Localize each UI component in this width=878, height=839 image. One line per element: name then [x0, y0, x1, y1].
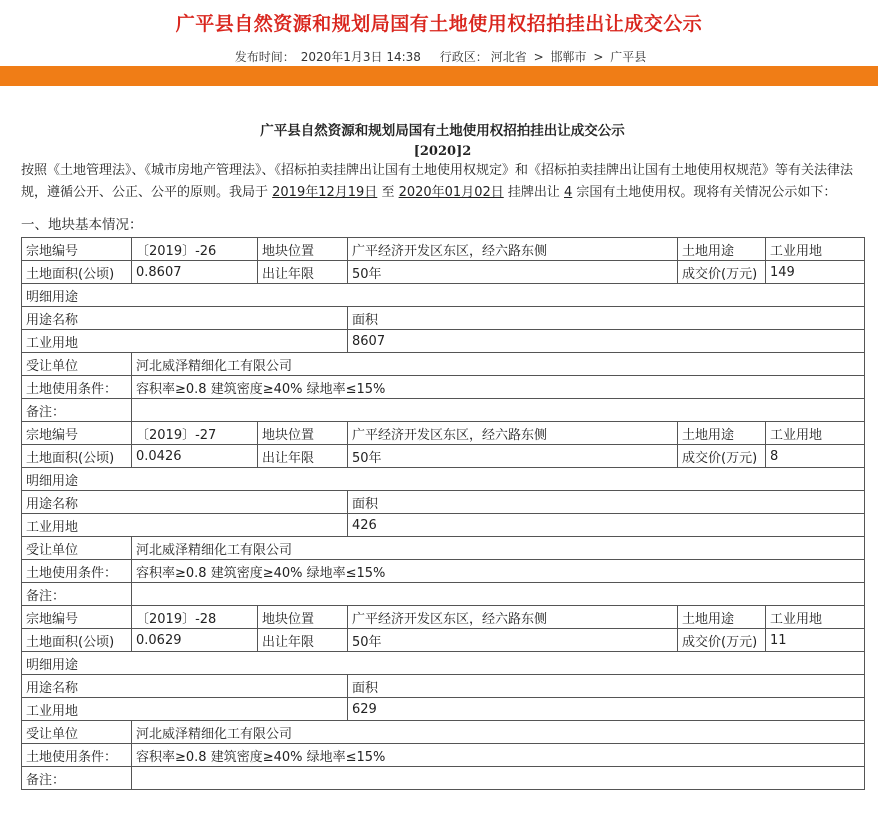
parcel-count: 4 [564, 185, 573, 200]
region-label: 行政区： [439, 50, 488, 64]
table-row [22, 606, 865, 629]
grantee-value: 河北威泽精细化工有限公司 [132, 353, 865, 376]
label-cell: 备注： [22, 399, 132, 422]
label-cell: 备注： [22, 583, 132, 606]
table-row [22, 261, 865, 284]
intro-text: 按照《土地管理法》、《城市房地产管理法》、《招标拍卖挂牌出让国有土地使用权规定》和《招标拍卖挂牌出让国有土地使用权规范》等有关法律法规，遵循公开、公正、公平的原则。我局于 [21, 163, 854, 200]
label-cell: 用途名称 [22, 491, 348, 514]
start-date: 2019年12月19日 [272, 185, 378, 200]
location-value: 广平经济开发区东区，经六路东侧 [348, 606, 678, 629]
label-cell: 面积 [348, 675, 865, 698]
label-cell: 地块位置 [258, 606, 348, 629]
breadcrumb-separator: > [533, 50, 544, 64]
parcel-id-value: 〔2019〕-27 [132, 422, 258, 445]
publish-label: 发布时间： [234, 50, 295, 64]
table-row [22, 721, 865, 744]
label-cell: 受让单位 [22, 537, 132, 560]
table-row [22, 330, 865, 353]
table-row [22, 284, 865, 307]
label-cell: 土地面积(公顷) [22, 261, 132, 284]
table-row [22, 744, 865, 767]
table-row [22, 491, 865, 514]
breadcrumb-county[interactable]: 广平县 [610, 50, 647, 64]
label-cell: 出让年限 [258, 629, 348, 652]
intro-text: 至 [377, 185, 399, 200]
table-row [22, 514, 865, 537]
label-cell: 土地面积(公顷) [22, 445, 132, 468]
label-cell: 出让年限 [258, 261, 348, 284]
label-cell: 宗地编号 [22, 606, 132, 629]
term-value: 50年 [348, 261, 678, 284]
remarks-value [132, 399, 865, 422]
table-row [22, 307, 865, 330]
table-row [22, 353, 865, 376]
land-use-value: 工业用地 [766, 422, 865, 445]
breadcrumb-city[interactable]: 邯郸市 [550, 50, 587, 64]
detail-use-label: 明细用途 [22, 284, 865, 307]
label-cell: 土地使用条件： [22, 560, 132, 583]
land-use-value: 工业用地 [766, 238, 865, 261]
land-use-value: 工业用地 [766, 606, 865, 629]
label-cell: 备注： [22, 767, 132, 790]
label-cell: 宗地编号 [22, 238, 132, 261]
area-value: 0.8607 [132, 261, 258, 284]
detail-area-value: 426 [348, 514, 865, 537]
page-title: 广平县自然资源和规划局国有土地使用权招拍挂出让成交公示 [175, 13, 703, 35]
publish-time: 2020年1月3日 14:38 [300, 50, 421, 64]
plots-container [21, 237, 864, 790]
detail-area-value: 8607 [348, 330, 865, 353]
label-cell: 成交价(万元) [678, 629, 766, 652]
label-cell: 出让年限 [258, 445, 348, 468]
term-value: 50年 [348, 445, 678, 468]
detail-use-label: 明细用途 [22, 652, 865, 675]
label-cell: 地块位置 [258, 238, 348, 261]
parcel-id-value: 〔2019〕-26 [132, 238, 258, 261]
remarks-value [132, 767, 865, 790]
intro-paragraph [21, 160, 864, 204]
conditions-value: 容积率≥0.8 建筑密度≥40% 绿地率≤15% [132, 560, 865, 583]
remarks-value [132, 583, 865, 606]
label-cell: 用途名称 [22, 675, 348, 698]
detail-name-value: 工业用地 [22, 514, 348, 537]
price-value: 8 [766, 445, 865, 468]
detail-area-value: 629 [348, 698, 865, 721]
label-cell: 面积 [348, 307, 865, 330]
label-cell: 土地用途 [678, 238, 766, 261]
conditions-value: 容积率≥0.8 建筑密度≥40% 绿地率≤15% [132, 376, 865, 399]
intro-text: 挂牌出让 [503, 185, 565, 200]
table-row [22, 629, 865, 652]
breadcrumb-province[interactable]: 河北省 [490, 50, 527, 64]
grantee-value: 河北威泽精细化工有限公司 [132, 537, 865, 560]
table-row [22, 652, 865, 675]
label-cell: 用途名称 [22, 307, 348, 330]
plot-table [21, 237, 865, 422]
label-cell: 土地面积(公顷) [22, 629, 132, 652]
area-value: 0.0426 [132, 445, 258, 468]
table-row [22, 238, 865, 261]
table-row [22, 537, 865, 560]
grantee-value: 河北威泽精细化工有限公司 [132, 721, 865, 744]
plot-table [21, 605, 865, 790]
detail-name-value: 工业用地 [22, 698, 348, 721]
price-value: 11 [766, 629, 865, 652]
table-row [22, 698, 865, 721]
label-cell: 土地用途 [678, 606, 766, 629]
label-cell: 成交价(万元) [678, 261, 766, 284]
detail-use-label: 明细用途 [22, 468, 865, 491]
conditions-value: 容积率≥0.8 建筑密度≥40% 绿地率≤15% [132, 744, 865, 767]
area-value: 0.0629 [132, 629, 258, 652]
table-row [22, 675, 865, 698]
plot-table [21, 421, 865, 606]
document-title: 广平县自然资源和规划局国有土地使用权招拍挂出让成交公示 [260, 123, 625, 139]
meta-line [0, 48, 878, 65]
table-row [22, 767, 865, 790]
location-value: 广平经济开发区东区，经六路东侧 [348, 238, 678, 261]
table-row [22, 583, 865, 606]
page-header [0, 0, 878, 66]
orange-divider-bar [0, 66, 878, 86]
table-row [22, 399, 865, 422]
label-cell: 地块位置 [258, 422, 348, 445]
intro-text: 宗国有土地使用权。现将有关情况公示如下： [572, 185, 837, 200]
term-value: 50年 [348, 629, 678, 652]
price-value: 149 [766, 261, 865, 284]
label-cell: 成交价(万元) [678, 445, 766, 468]
label-cell: 土地用途 [678, 422, 766, 445]
table-row [22, 468, 865, 491]
section-heading: 一、地块基本情况： [21, 217, 143, 233]
location-value: 广平经济开发区东区，经六路东侧 [348, 422, 678, 445]
label-cell: 面积 [348, 491, 865, 514]
breadcrumb-separator: > [593, 50, 604, 64]
label-cell: 受让单位 [22, 353, 132, 376]
document-number: [2020]2 [413, 144, 472, 159]
table-row [22, 445, 865, 468]
table-row [22, 422, 865, 445]
table-row [22, 376, 865, 399]
table-row [22, 560, 865, 583]
label-cell: 土地使用条件： [22, 744, 132, 767]
label-cell: 土地使用条件： [22, 376, 132, 399]
article-content [0, 119, 878, 790]
end-date: 2020年01月02日 [398, 185, 504, 200]
detail-name-value: 工业用地 [22, 330, 348, 353]
label-cell: 宗地编号 [22, 422, 132, 445]
label-cell: 受让单位 [22, 721, 132, 744]
parcel-id-value: 〔2019〕-28 [132, 606, 258, 629]
